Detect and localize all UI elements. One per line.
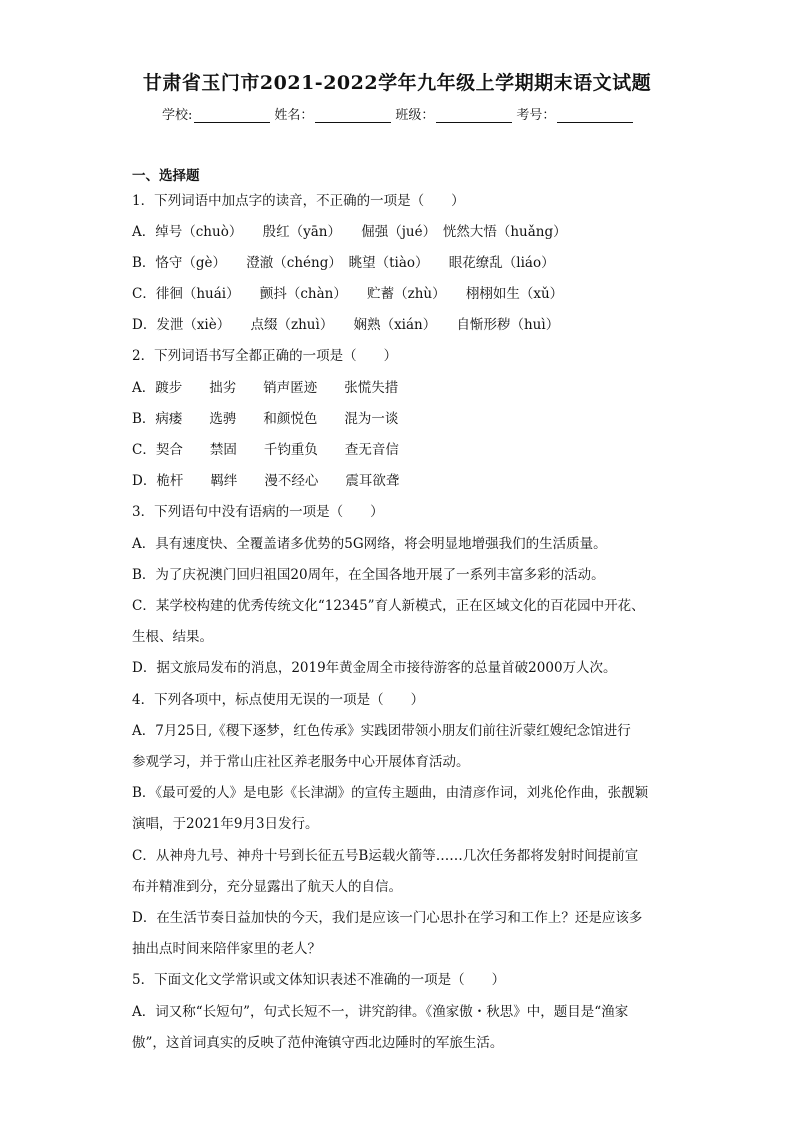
class-blank <box>436 108 512 123</box>
q5-stem: 5．下面文化文学常识或文体知识表述不准确的一项是（ ） <box>132 972 506 988</box>
q3-option-b: B．为了庆祝澳门回归祖国20周年，在全国各地开展了一系列丰富多彩的活动。 <box>132 567 605 583</box>
exam-number-label: 考号： <box>516 108 556 123</box>
q2-stem: 2．下列词语书写全都正确的一项是（ ） <box>132 348 398 364</box>
q4-option-b-line2: 演唱，于2021年9月3日发行。 <box>132 816 319 832</box>
class-label: 班级： <box>395 108 435 123</box>
q2-option-d: D．桅杆 羁绊 漫不经心 震耳欲聋 <box>132 473 400 489</box>
q2-option-c: C．契合 禁固 千钧重负 查无音信 <box>132 442 399 458</box>
student-info-row <box>162 104 633 123</box>
q1-option-a: A．绰号（chuò） 殷红（yān） 倔强（jué） 恍然大悟（huǎng） <box>132 224 567 240</box>
q1-option-c: C．徘徊（huái） 颤抖（chàn） 贮蓄（zhù） 栩栩如生（xǔ） <box>132 286 564 302</box>
q2-option-a: A．踱步 拙劣 销声匿迹 张慌失措 <box>132 380 399 396</box>
q3-option-c-line1: C．某学校构建的优秀传统文化“12345”育人新模式，正在区域文化的百花园中开花、 <box>132 598 645 614</box>
page-title: 甘肃省玉门市2021-2022学年九年级上学期期末语文试题 <box>142 72 652 94</box>
q4-option-a-line1: A．7月25日,《稷下逐梦，红色传承》实践团带领小朋友们前往沂蒙红嫂纪念馆进行 <box>132 723 631 739</box>
q4-option-d-line1: D．在生活节奏日益加快的今天，我们是应该一门心思扑在学习和工作上？还是应该多 <box>132 910 643 926</box>
exam-number-blank <box>557 108 633 123</box>
q4-option-d-line2: 抽出点时间来陪伴家里的老人？ <box>132 941 321 957</box>
q3-option-d: D．据文旅局发布的消息，2019年黄金周全市接待游客的总量首破2000万人次。 <box>132 660 617 676</box>
q2-option-b: B．病瘘 选骋 和颜悦色 混为一谈 <box>132 411 399 427</box>
name-label: 姓名： <box>274 108 314 123</box>
q1-option-d: D．发泄（xiè） 点缀（zhuì） 娴熟（xián） 自惭形秽（huì） <box>132 317 560 333</box>
q3-option-c-line2: 生根、结果。 <box>132 629 213 645</box>
q1-option-b: B．恪守（gè） 澄澈（chéng） 眺望（tiào） 眼花缭乱（liáo） <box>132 255 555 271</box>
q4-option-b-line1: B．《最可爱的人》是电影《长津湖》的宣传主题曲，由清彦作词，刘兆伦作曲，张靓颖 <box>132 785 649 801</box>
q1-stem: 1．下列词语中加点字的读音，不正确的一项是（ ） <box>132 193 465 209</box>
name-blank <box>315 108 391 123</box>
q4-option-a-line2: 参观学习，并于常山庄社区养老服务中心开展体育活动。 <box>132 754 470 770</box>
school-label: 学校: <box>162 108 193 123</box>
section-heading: 一、选择题 <box>132 168 200 184</box>
q3-option-a: A．具有速度快、全覆盖诸多优势的5G网络，将会明显地增强我们的生活质量。 <box>132 536 607 552</box>
q4-option-c-line1: C．从神舟九号、神舟十号到长征五号B运载火箭等……几次任务都将发射时间提前宣 <box>132 848 639 864</box>
q3-stem: 3．下列语句中没有语病的一项是（ ） <box>132 504 384 520</box>
school-blank <box>194 108 270 123</box>
q4-stem: 4．下列各项中，标点使用无误的一项是（ ） <box>132 692 425 708</box>
q4-option-c-line2: 布并精准到分，充分显露出了航天人的自信。 <box>132 879 402 895</box>
q5-option-a-line2: 傲”，这首词真实的反映了范仲淹镇守西北边陲时的军旅生活。 <box>132 1035 504 1051</box>
q5-option-a-line1: A．词又称“长短句”，句式长短不一，讲究韵律。《渔家傲・秋思》中，题目是“渔家 <box>132 1004 629 1020</box>
